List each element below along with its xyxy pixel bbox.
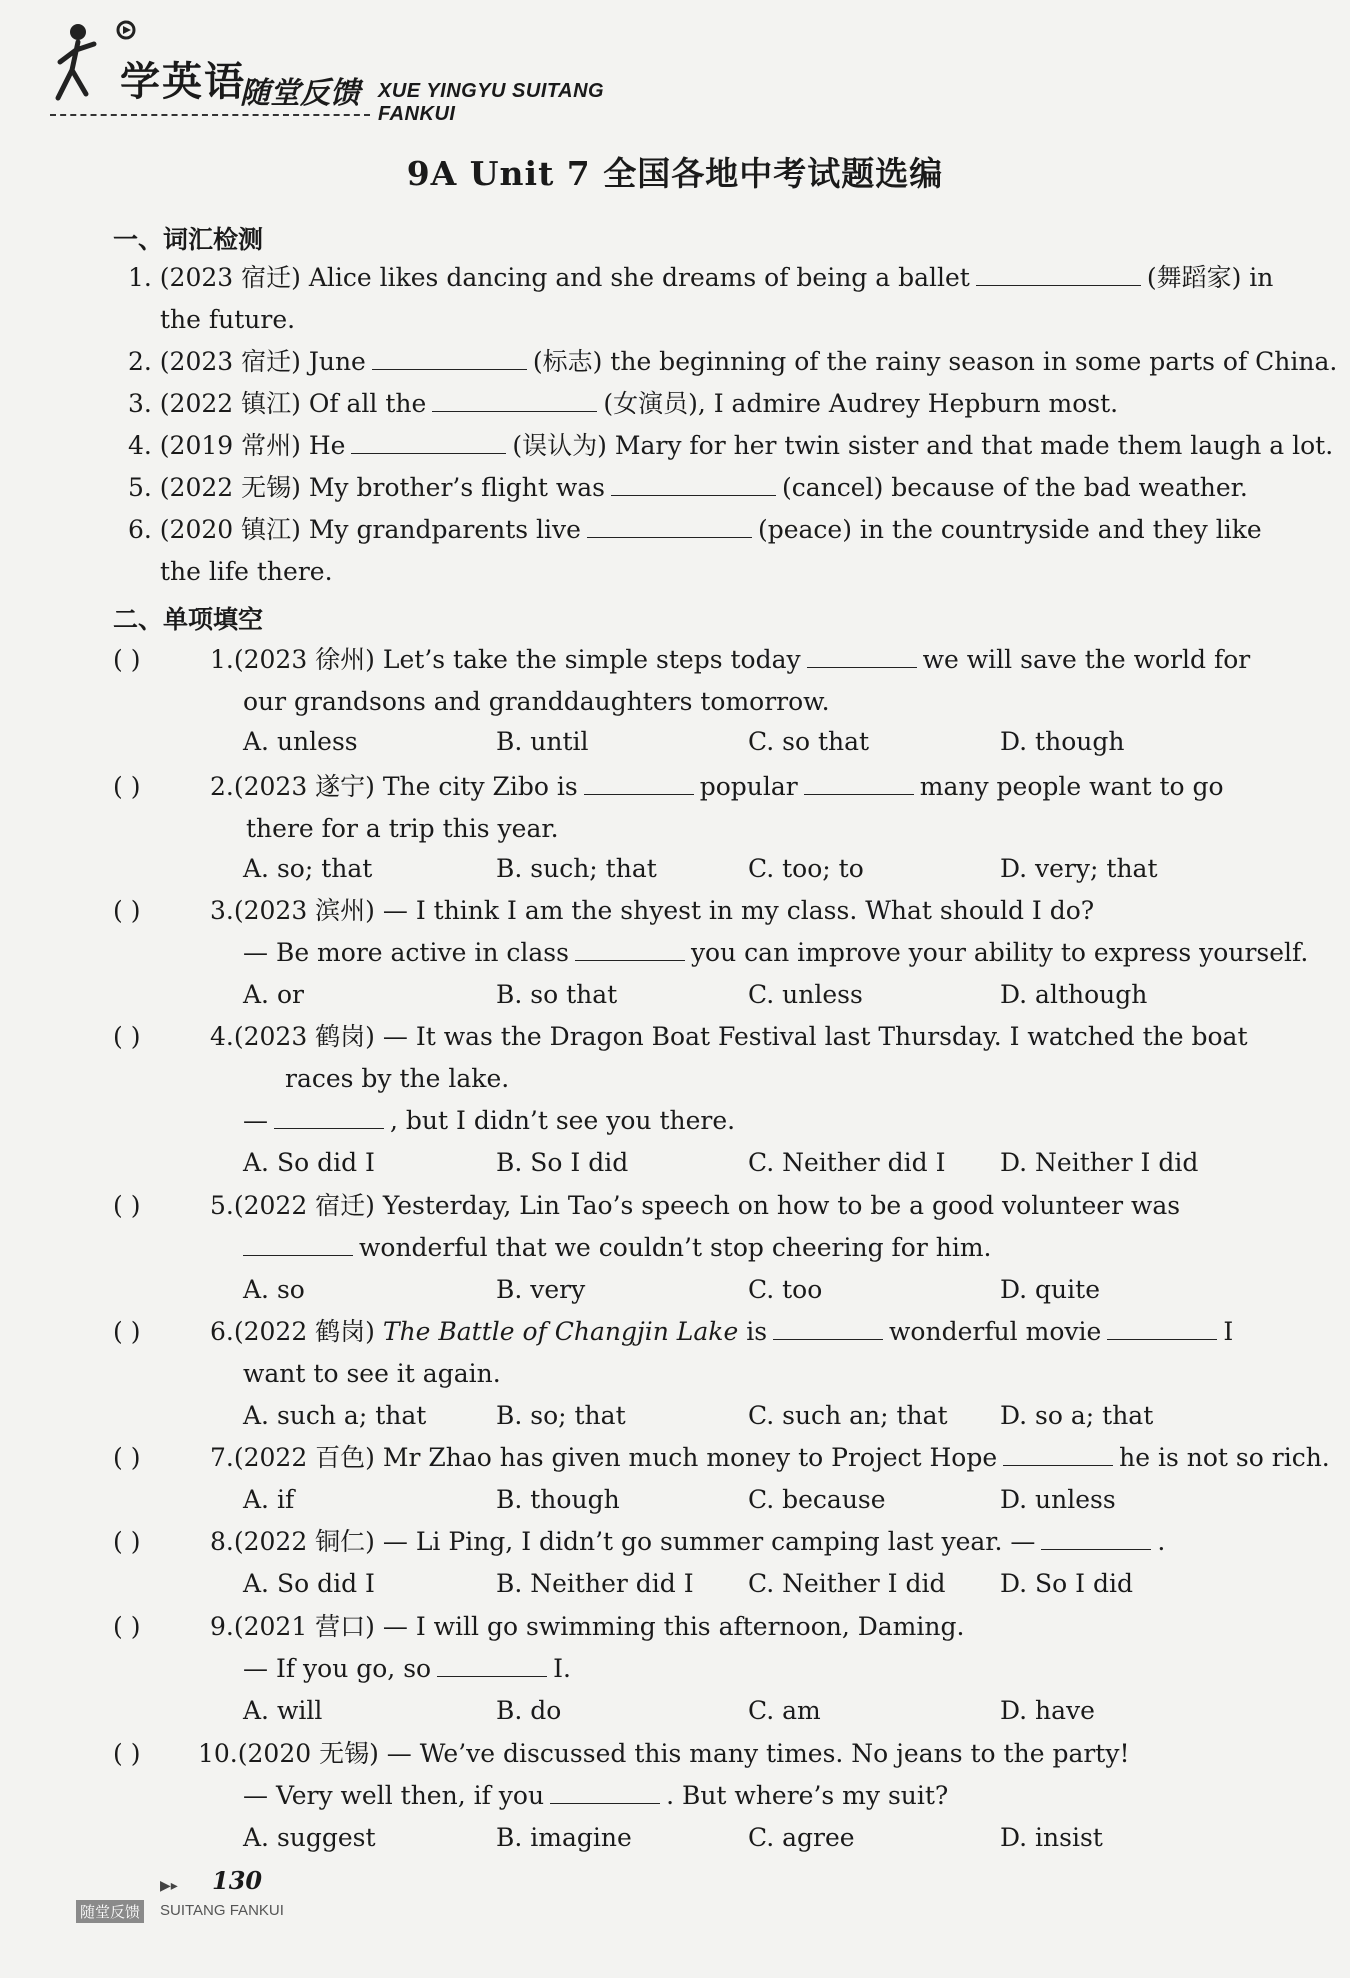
option-c[interactable]: C. so that bbox=[748, 727, 870, 756]
answer-paren[interactable]: ( ) bbox=[113, 896, 141, 925]
option-a[interactable]: A. will bbox=[243, 1696, 323, 1725]
vocab-item-4: 4. (2019 常州) He (误认为) Mary for her twin sister and that made them laugh a lot. bbox=[128, 431, 1334, 460]
option-b[interactable]: B. do bbox=[496, 1696, 562, 1725]
answer-blank[interactable] bbox=[611, 473, 776, 496]
question-5: 5.(2022 宿迁) Yesterday, Lin Tao’s speech on how to be a good volunteer was bbox=[210, 1191, 1181, 1220]
brand-subtitle-cn: 随堂反馈 bbox=[240, 76, 360, 111]
option-b[interactable]: B. Neither did I bbox=[496, 1569, 694, 1598]
double-arrow-icon: ▶▸ bbox=[160, 1878, 178, 1894]
page-number: 130 bbox=[212, 1866, 263, 1895]
question-9: 9.(2021 营口) — I will go swimming this afternoon, Daming. bbox=[210, 1612, 965, 1641]
answer-blank[interactable] bbox=[584, 772, 694, 795]
vocab-item-6: 6. (2020 镇江) My grandparents live (peace) in the countryside and they like bbox=[128, 515, 1262, 544]
answer-paren[interactable]: ( ) bbox=[113, 645, 141, 674]
vocab-item-6-cont: the life there. bbox=[160, 557, 333, 586]
answer-blank[interactable] bbox=[243, 1233, 353, 1256]
option-a[interactable]: A. such a; that bbox=[243, 1401, 427, 1430]
option-d[interactable]: D. though bbox=[1000, 727, 1125, 756]
answer-blank[interactable] bbox=[807, 645, 917, 668]
option-b[interactable]: B. very bbox=[496, 1275, 586, 1304]
option-d[interactable]: D. quite bbox=[1000, 1275, 1100, 1304]
option-b[interactable]: B. so that bbox=[496, 980, 618, 1009]
question-3: 3.(2023 滨州) — I think I am the shyest in my class. What should I do? bbox=[210, 896, 1095, 925]
brand-title-en: XUE YINGYU SUITANG FANKUI bbox=[378, 80, 605, 125]
section-heading-multiple-choice: 二、单项填空 bbox=[113, 605, 264, 634]
answer-blank[interactable] bbox=[804, 772, 914, 795]
answer-paren[interactable]: ( ) bbox=[113, 1612, 141, 1641]
footer-badge: 随堂反馈 bbox=[76, 1900, 144, 1923]
vocab-item-1-cont: the future. bbox=[160, 305, 296, 334]
option-d[interactable]: D. unless bbox=[1000, 1485, 1116, 1514]
answer-blank[interactable] bbox=[773, 1317, 883, 1340]
option-c[interactable]: C. too bbox=[748, 1275, 823, 1304]
option-c[interactable]: C. such an; that bbox=[748, 1401, 948, 1430]
option-a[interactable]: A. so; that bbox=[243, 854, 373, 883]
answer-blank[interactable] bbox=[351, 431, 506, 454]
answer-blank[interactable] bbox=[1041, 1527, 1151, 1550]
answer-blank[interactable] bbox=[976, 263, 1141, 286]
question-1-cont: our grandsons and granddaughters tomorrow. bbox=[243, 687, 830, 716]
answer-blank[interactable] bbox=[1003, 1443, 1113, 1466]
option-b[interactable]: B. so; that bbox=[496, 1401, 626, 1430]
answer-paren[interactable]: ( ) bbox=[113, 1022, 141, 1051]
option-d[interactable]: D. So I did bbox=[1000, 1569, 1133, 1598]
vocab-item-1: 1. (2023 宿迁) Alice likes dancing and she dreams of being a ballet (舞蹈家) in bbox=[128, 263, 1274, 292]
answer-blank[interactable] bbox=[432, 389, 597, 412]
answer-paren[interactable]: ( ) bbox=[113, 1191, 141, 1220]
question-2-cont: there for a trip this year. bbox=[246, 814, 559, 843]
option-d[interactable]: D. very; that bbox=[1000, 854, 1158, 883]
option-a[interactable]: A. if bbox=[243, 1485, 295, 1514]
header-dashed-rule bbox=[50, 114, 370, 116]
vocab-item-3: 3. (2022 镇江) Of all the (女演员), I admire Audrey Hepburn most. bbox=[128, 389, 1119, 418]
option-d[interactable]: D. although bbox=[1000, 980, 1148, 1009]
question-2: 2.(2023 遂宁) The city Zibo is popular many people want to go bbox=[210, 772, 1224, 801]
option-a[interactable]: A. So did I bbox=[243, 1148, 375, 1177]
option-a[interactable]: A. unless bbox=[243, 727, 358, 756]
answer-paren[interactable]: ( ) bbox=[113, 1443, 141, 1472]
footer-brand-en: SUITANG FANKUI bbox=[160, 1902, 284, 1919]
option-c[interactable]: C. am bbox=[748, 1696, 821, 1725]
answer-paren[interactable]: ( ) bbox=[113, 772, 141, 801]
option-c[interactable]: C. agree bbox=[748, 1823, 855, 1852]
vocab-item-2: 2. (2023 宿迁) June (标志) the beginning of the rainy season in some parts of China. bbox=[128, 347, 1338, 376]
option-a[interactable]: A. suggest bbox=[243, 1823, 376, 1852]
answer-blank[interactable] bbox=[437, 1654, 547, 1677]
question-10-cont: — Very well then, if you . But where’s my suit? bbox=[243, 1781, 949, 1810]
answer-blank[interactable] bbox=[274, 1106, 384, 1129]
question-6: 6.(2022 鹤岗) The Battle of Changjin Lake is wonderful movie I bbox=[210, 1317, 1234, 1346]
question-4: 4.(2023 鹤岗) — It was the Dragon Boat Festival last Thursday. I watched the boat bbox=[210, 1022, 1248, 1051]
vocab-item-5: 5. (2022 无锡) My brother’s flight was (cancel) because of the bad weather. bbox=[128, 473, 1248, 502]
question-8: 8.(2022 铜仁) — Li Ping, I didn’t go summer camping last year. — . bbox=[210, 1527, 1166, 1556]
option-b[interactable]: B. So I did bbox=[496, 1148, 629, 1177]
answer-paren[interactable]: ( ) bbox=[113, 1317, 141, 1346]
option-c[interactable]: C. too; to bbox=[748, 854, 864, 883]
option-d[interactable]: D. so a; that bbox=[1000, 1401, 1154, 1430]
question-6-cont: want to see it again. bbox=[243, 1359, 501, 1388]
option-b[interactable]: B. until bbox=[496, 727, 589, 756]
question-9-cont: — If you go, so I. bbox=[243, 1654, 571, 1683]
question-7: 7.(2022 百色) Mr Zhao has given much money to Project Hope he is not so rich. bbox=[210, 1443, 1330, 1472]
option-b[interactable]: B. imagine bbox=[496, 1823, 632, 1852]
option-c[interactable]: C. Neither I did bbox=[748, 1569, 946, 1598]
option-d[interactable]: D. insist bbox=[1000, 1823, 1103, 1852]
question-1: 1.(2023 徐州) Let’s take the simple steps today we will save the world for bbox=[210, 645, 1251, 674]
option-b[interactable]: B. though bbox=[496, 1485, 620, 1514]
option-d[interactable]: D. Neither I did bbox=[1000, 1148, 1199, 1177]
option-c[interactable]: C. because bbox=[748, 1485, 886, 1514]
option-c[interactable]: C. Neither did I bbox=[748, 1148, 946, 1177]
option-b[interactable]: B. such; that bbox=[496, 854, 657, 883]
question-10: 10.(2020 无锡) — We’ve discussed this many times. No jeans to the party! bbox=[198, 1739, 1130, 1768]
answer-paren[interactable]: ( ) bbox=[113, 1739, 141, 1768]
answer-paren[interactable]: ( ) bbox=[113, 1527, 141, 1556]
answer-blank[interactable] bbox=[1107, 1317, 1217, 1340]
option-a[interactable]: A. So did I bbox=[243, 1569, 375, 1598]
question-5-cont: wonderful that we couldn’t stop cheering for him. bbox=[243, 1233, 992, 1263]
section-heading-vocabulary: 一、词汇检测 bbox=[113, 225, 264, 254]
option-c[interactable]: C. unless bbox=[748, 980, 863, 1009]
brand-title-cn: 学英语 bbox=[120, 59, 246, 105]
header-banner bbox=[50, 18, 670, 125]
answer-blank[interactable] bbox=[575, 938, 685, 961]
answer-blank[interactable] bbox=[587, 515, 752, 538]
option-a[interactable]: A. so bbox=[243, 1275, 305, 1304]
answer-blank[interactable] bbox=[372, 347, 527, 370]
page-title: 9A Unit 7 全国各地中考试题选编 bbox=[406, 154, 944, 193]
option-d[interactable]: D. have bbox=[1000, 1696, 1095, 1725]
question-4-cont: races by the lake. bbox=[285, 1064, 510, 1093]
option-a[interactable]: A. or bbox=[243, 980, 304, 1009]
question-4-reply: — , but I didn’t see you there. bbox=[243, 1106, 736, 1135]
answer-blank[interactable] bbox=[550, 1781, 660, 1804]
question-3-cont: — Be more active in class you can improve your ability to express yourself. bbox=[243, 938, 1309, 967]
